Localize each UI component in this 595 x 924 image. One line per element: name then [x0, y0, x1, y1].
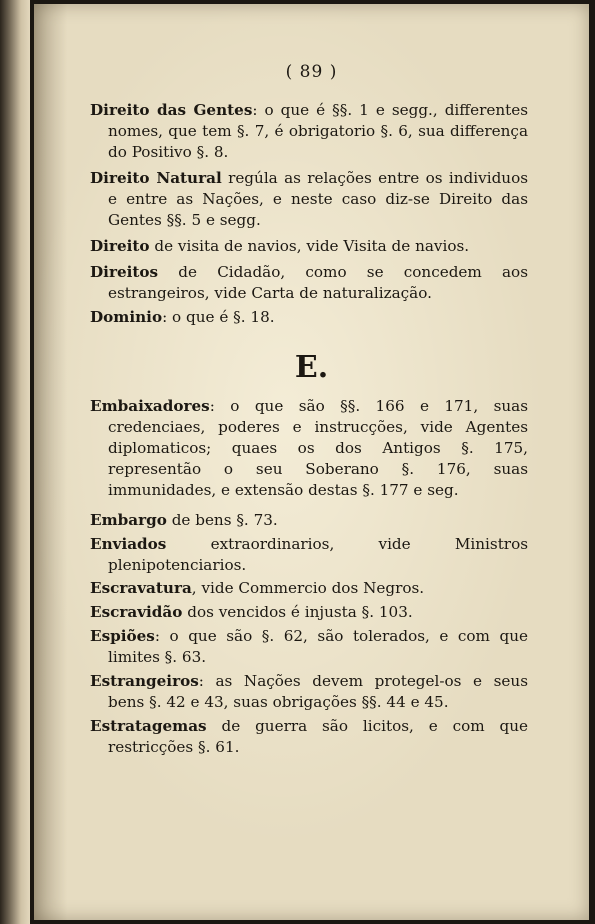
entry-text: regúla as relações entre os individuos e entre as Nações, e neste caso diz-se Direito das Gentes §§. 5 e segg. — [108, 169, 529, 229]
index-entry: Estrangeiros: as Nações devem protegel-os e seus bens §. 42 e 43, suas obrigações §§. 44 e 45. — [90, 672, 528, 711]
entry-head: Direito Natural — [90, 169, 222, 187]
entry-text: as Nações devem protegel-os e seus bens §. 42 e 43, suas obrigações §§. 44 e 45. — [108, 672, 528, 711]
entry-head: Escravidão — [90, 603, 183, 621]
index-entry — [90, 262, 528, 304]
book-page — [34, 4, 589, 920]
entry-text: o que é §. 18. — [172, 308, 275, 326]
entry-head: Embargo — [90, 511, 167, 529]
entry-head: Estrangeiros — [90, 672, 199, 690]
entry-text: o que são §§. 166 e 171, suas credenciaes, poderes e instrucções, vide Agentes diplomaticos; quaes os dos Antigos §. 175, representão o seu Soberano §. 176, suas immunidades, e extensão destas §. 177 e seg. — [108, 397, 528, 499]
index-entry — [90, 168, 528, 231]
index-entry — [90, 534, 528, 576]
entry-head: Direitos — [90, 263, 159, 281]
index-entry: Espiões: o que são §. 62, são tolerados, e com que limites §. 63. — [90, 627, 528, 666]
index-entry: Dominio: o que é §. 18. — [90, 308, 275, 326]
facing-page-edge — [0, 0, 30, 924]
entry-text: de visita de navios, vide Visita de navios. — [154, 237, 470, 255]
entry-head: Dominio — [90, 308, 163, 326]
entry-text: vide Commercio dos Negros. — [201, 579, 425, 597]
entry-text: extraordinarios, vide Ministros plenipotenciarios. — [108, 535, 529, 574]
entry-head: Embaixadores — [90, 397, 210, 415]
entry-text: de bens §. 73. — [171, 511, 278, 529]
entry-head: Direito das Gentes — [90, 101, 253, 119]
section-letter: E. — [294, 350, 329, 385]
entry-head: Escravatura — [90, 579, 192, 597]
entry-head: Estratagemas — [90, 717, 207, 735]
entry-text: de Cidadão, como se concedem aos estrangeiros, vide Carta de naturalização. — [108, 263, 528, 302]
index-entry: Direito das Gentes: o que é §§. 1 e segg., differentes nomes, que tem §. 7, é obrigatorio §. 6, sua differença do Positivo §. 8. — [90, 101, 528, 161]
entry-text: dos vencidos é injusta §. 103. — [187, 603, 413, 621]
entry-text: o que é §§. 1 e segg., differentes nomes, que tem §. 7, é obrigatorio §. 6, sua differença do Positivo §. 8. — [108, 101, 528, 161]
index-entry — [90, 716, 528, 758]
entry-text: o que são §. 62, são tolerados, e com que limites §. 63. — [108, 627, 528, 666]
entry-head: Enviados — [90, 535, 167, 553]
entry-head: Direito — [90, 237, 150, 255]
index-entry — [90, 510, 528, 531]
index-entry — [90, 236, 528, 257]
entry-head: Espiões — [90, 627, 155, 645]
page-number: ( 89 ) — [285, 62, 338, 82]
index-entry — [90, 602, 528, 623]
index-entry: Escravatura, vide Commercio dos Negros. — [90, 579, 425, 597]
entry-text: de guerra são licitos, e com que restricções §. 61. — [108, 717, 529, 756]
index-entry: Embaixadores: o que são §§. 166 e 171, suas credenciaes, poderes e instrucções, vide Agentes diplomaticos; quaes os dos Antigos §. 175, representão o seu Soberano §. 176, suas immunidades, e extensão destas §. 177 e seg. — [90, 397, 528, 499]
